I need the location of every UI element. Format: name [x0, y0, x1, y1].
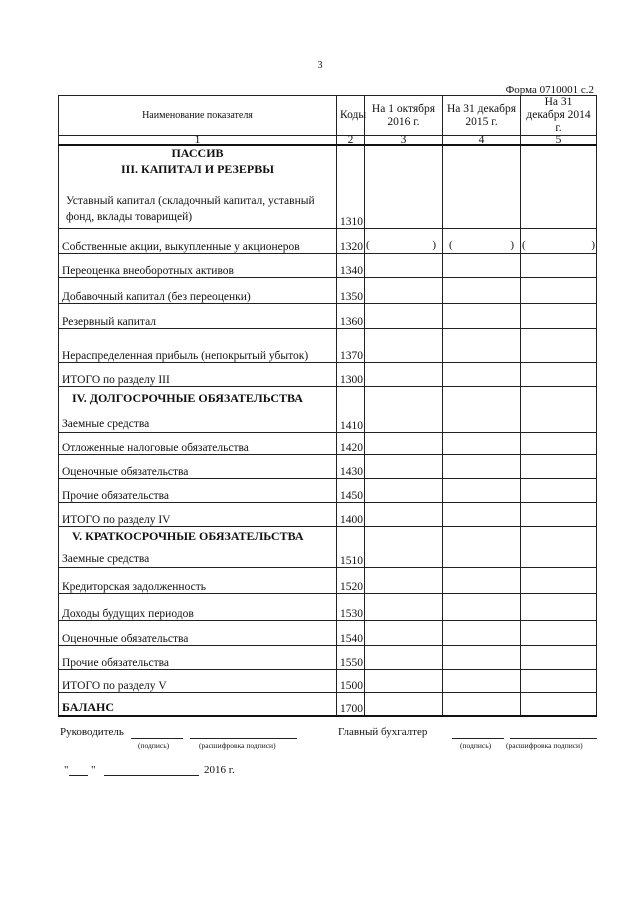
table-row [59, 693, 597, 716]
row-1550-code: 1550 [337, 646, 365, 670]
row-1310-name: Уставный капитал (складочный капитал, уставный фонд, вклады товарищей) [66, 195, 315, 223]
row-1310-v3[interactable] [521, 145, 597, 229]
row-1340-code: 1340 [337, 254, 365, 278]
row-1510-name: Заемные средства [62, 553, 150, 565]
header-col1: На 1 октября 2016 г. [365, 96, 443, 136]
table-row [59, 455, 597, 479]
row-1500-v3[interactable] [521, 670, 597, 693]
page-number: 3 [317, 60, 323, 71]
row-1540-name: Оценочные обязательства [59, 621, 337, 646]
section-title-v: V. КРАТКОСРОЧНЫЕ ОБЯЗАТЕЛЬСТВА [72, 529, 304, 543]
row-1520-v1[interactable] [365, 568, 443, 594]
table-row [59, 503, 597, 527]
column-number-row [59, 136, 597, 146]
table-row [59, 387, 597, 433]
row-1700-v2[interactable] [443, 693, 521, 716]
row-1300-v1[interactable] [365, 363, 443, 387]
row-1350-v1[interactable] [365, 278, 443, 304]
table-row [59, 670, 597, 693]
date-year: 2016 г. [204, 764, 235, 776]
row-1420-v1[interactable] [365, 433, 443, 455]
table-row [59, 479, 597, 503]
row-1420-v2[interactable] [443, 433, 521, 455]
head-signature-line[interactable] [131, 738, 183, 739]
row-1320-v2[interactable] [443, 229, 521, 254]
head-signature-hint: (подпись) [138, 741, 170, 750]
row-1520-code: 1520 [337, 568, 365, 594]
row-1520-v2[interactable] [443, 568, 521, 594]
date-day-line[interactable] [69, 775, 88, 776]
row-1410-code: 1410 [337, 387, 365, 433]
row-1450-code: 1450 [337, 479, 365, 503]
row-1320-v3[interactable] [521, 229, 597, 254]
accountant-decoding-line[interactable] [510, 738, 597, 739]
row-1340-v3[interactable] [521, 254, 597, 278]
row-1430-v2[interactable] [443, 455, 521, 479]
table-row [59, 594, 597, 621]
paren-close: ) [591, 239, 595, 251]
row-1350-v2[interactable] [443, 278, 521, 304]
row-1400-v1[interactable] [365, 503, 443, 527]
row-1350-code: 1350 [337, 278, 365, 304]
row-1510-v1[interactable] [365, 527, 443, 568]
table-row [59, 229, 597, 254]
row-1520-v3[interactable] [521, 568, 597, 594]
table-row [59, 433, 597, 455]
row-1550-v3[interactable] [521, 646, 597, 670]
row-1550-v2[interactable] [443, 646, 521, 670]
row-1400-v2[interactable] [443, 503, 521, 527]
colnum-5: 5 [521, 136, 597, 146]
row-1350-v3[interactable] [521, 278, 597, 304]
form-code: Форма 0710001 с.2 [505, 84, 594, 96]
row-1540-v2[interactable] [443, 621, 521, 646]
row-1500-code: 1500 [337, 670, 365, 693]
row-1540-v1[interactable] [365, 621, 443, 646]
header-codes: Коды [337, 96, 365, 136]
table-row [59, 329, 597, 363]
row-1320-name: Собственные акции, выкупленные у акционеров [59, 229, 337, 254]
row-1550-name: Прочие обязательства [59, 646, 337, 670]
row-1400-v3[interactable] [521, 503, 597, 527]
row-1360-v1[interactable] [365, 304, 443, 329]
table-row [59, 304, 597, 329]
row-1520-name: Кредиторская задолженность [59, 568, 337, 594]
row-1400-name: ИТОГО по разделу IV [59, 503, 337, 527]
colnum-4: 4 [443, 136, 521, 146]
paren-open: ( [366, 239, 370, 251]
row-1340-v2[interactable] [443, 254, 521, 278]
date-month-line[interactable] [104, 775, 199, 776]
section-title-iv: IV. ДОЛГОСРОЧНЫЕ ОБЯЗАТЕЛЬСТВА [72, 391, 303, 405]
row-name [59, 387, 337, 433]
colnum-1: 1 [59, 136, 337, 146]
accountant-decoding-hint: (расшифровка подписи) [506, 741, 583, 750]
row-1700-name: БАЛАНС [59, 693, 337, 716]
row-1540-code: 1540 [337, 621, 365, 646]
row-1360-v3[interactable] [521, 304, 597, 329]
row-1400-code: 1400 [337, 503, 365, 527]
row-1430-v1[interactable] [365, 455, 443, 479]
row-1450-v3[interactable] [521, 479, 597, 503]
row-1370-code: 1370 [337, 329, 365, 363]
chief-accountant-label: Главный бухгалтер [338, 726, 428, 738]
row-1350-name: Добавочный капитал (без переоценки) [59, 278, 337, 304]
row-1500-name: ИТОГО по разделу V [59, 670, 337, 693]
row-1360-code: 1360 [337, 304, 365, 329]
head-decoding-hint: (расшифровка подписи) [199, 741, 276, 750]
header-name: Наименование показателя [59, 96, 337, 136]
row-1300-name: ИТОГО по разделу III [59, 363, 337, 387]
table-header-row [59, 96, 597, 136]
row-1370-v1[interactable] [365, 329, 443, 363]
row-1700-code: 1700 [337, 693, 365, 716]
row-1420-name: Отложенные налоговые обязательства [59, 433, 337, 455]
header-col3: На 31 декабря 2014 г. [521, 96, 597, 136]
row-1450-v2[interactable] [443, 479, 521, 503]
row-1310-v2[interactable] [443, 145, 521, 229]
table-row [59, 278, 597, 304]
row-1700-v1[interactable] [365, 693, 443, 716]
row-1310-code: 1310 [337, 145, 365, 229]
row-1360-v2[interactable] [443, 304, 521, 329]
row-1510-code: 1510 [337, 527, 365, 568]
table-row [59, 621, 597, 646]
row-1550-v1[interactable] [365, 646, 443, 670]
row-1450-name: Прочие обязательства [59, 479, 337, 503]
row-1360-name: Резервный капитал [59, 304, 337, 329]
row-1370-v3[interactable] [521, 329, 597, 363]
row-1540-v3[interactable] [521, 621, 597, 646]
accountant-signature-hint: (подпись) [460, 741, 492, 750]
row-name [59, 527, 337, 568]
row-name [59, 145, 337, 229]
row-1500-v1[interactable] [365, 670, 443, 693]
row-1320-code: 1320 [337, 229, 365, 254]
head-decoding-line[interactable] [190, 738, 297, 739]
row-1510-v2[interactable] [443, 527, 521, 568]
paren-open: ( [449, 239, 453, 251]
row-1410-v3[interactable] [521, 387, 597, 433]
row-1530-v1[interactable] [365, 594, 443, 621]
table-row [59, 527, 597, 568]
table-row [59, 568, 597, 594]
row-1340-name: Переоценка внеоборотных активов [59, 254, 337, 278]
paren-open: ( [522, 239, 526, 251]
row-1410-name: Заемные средства [62, 418, 150, 430]
colnum-3: 3 [365, 136, 443, 146]
row-1370-v2[interactable] [443, 329, 521, 363]
row-1530-v3[interactable] [521, 594, 597, 621]
paren-close: ) [510, 239, 514, 251]
paren-close: ) [432, 239, 436, 251]
row-1530-name: Доходы будущих периодов [59, 594, 337, 621]
row-1450-v1[interactable] [365, 479, 443, 503]
row-1700-v3[interactable] [521, 693, 597, 716]
row-1410-v2[interactable] [443, 387, 521, 433]
row-1420-code: 1420 [337, 433, 365, 455]
header-col2: На 31 декабря 2015 г. [443, 96, 521, 136]
date-quote-open: " [64, 764, 69, 776]
row-1530-v2[interactable] [443, 594, 521, 621]
row-1300-code: 1300 [337, 363, 365, 387]
table-row [59, 646, 597, 670]
row-1500-v2[interactable] [443, 670, 521, 693]
section-title-passiv: ПАССИВ [171, 146, 224, 160]
row-1300-v3[interactable] [521, 363, 597, 387]
row-1320-v1[interactable] [365, 229, 443, 254]
row-1370-name: Нераспределенная прибыль (непокрытый убыток) [59, 329, 337, 363]
section-title-iii: III. КАПИТАЛ И РЕЗЕРВЫ [120, 162, 275, 176]
row-1430-v3[interactable] [521, 455, 597, 479]
row-1530-code: 1530 [337, 594, 365, 621]
row-1430-name: Оценочные обязательства [59, 455, 337, 479]
table-row [59, 145, 597, 229]
row-1410-v1[interactable] [365, 387, 443, 433]
row-1420-v3[interactable] [521, 433, 597, 455]
table-row [59, 254, 597, 278]
row-1340-v1[interactable] [365, 254, 443, 278]
row-1300-v2[interactable] [443, 363, 521, 387]
date-quote-close: " [91, 764, 96, 776]
head-label: Руководитель [60, 726, 124, 738]
row-1310-v1[interactable] [365, 145, 443, 229]
row-1510-v3[interactable] [521, 527, 597, 568]
row-1430-code: 1430 [337, 455, 365, 479]
colnum-2: 2 [337, 136, 365, 146]
table-row [59, 363, 597, 387]
balance-liabilities-table [58, 95, 597, 717]
accountant-signature-line[interactable] [452, 738, 504, 739]
